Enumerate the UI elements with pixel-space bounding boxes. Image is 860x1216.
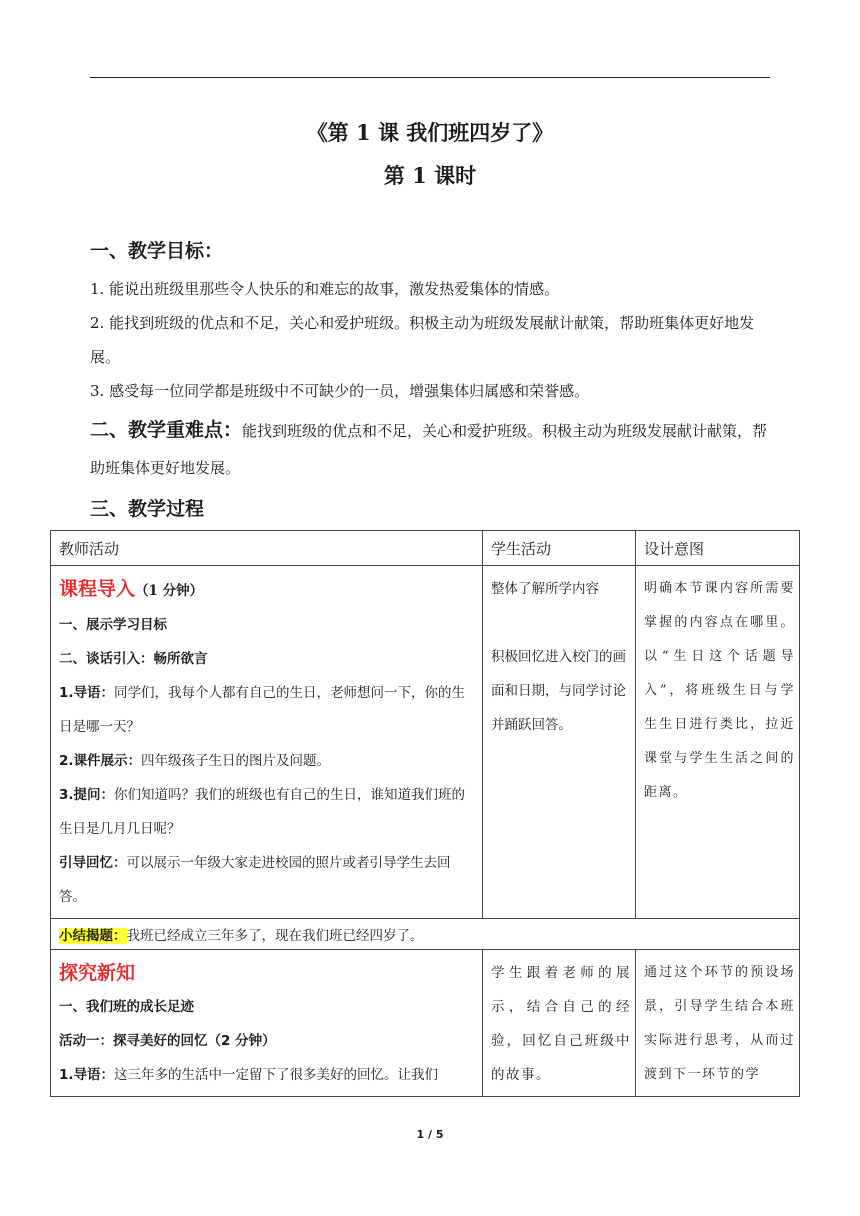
objectives-heading: 一、教学目标： bbox=[90, 240, 224, 262]
summary-cell bbox=[51, 919, 800, 950]
table-header-row bbox=[51, 531, 800, 566]
table-row-summary bbox=[51, 919, 800, 950]
intro-line-2: 二、谈话引入：畅所欲言 bbox=[59, 651, 208, 667]
lesson-title: 《第 1 课 我们班四岁了》 bbox=[306, 120, 554, 145]
intro-student-cell bbox=[483, 566, 636, 919]
summary-label: 小结揭题： bbox=[59, 928, 127, 944]
table-row-explore bbox=[51, 950, 800, 1097]
intro-item-1: 1.导语：同学们，我每个人都有自己的生日，老师想问一下，你的生日是哪一天？ bbox=[59, 685, 466, 735]
intro-time: （1 分钟） bbox=[135, 583, 204, 599]
explore-section-title: 探究新知 bbox=[59, 962, 136, 984]
explore-student: 学生跟着老师的展示，结合自己的经验，回忆自己班级中的故事。 bbox=[491, 965, 631, 1083]
explore-intent-cell bbox=[636, 950, 800, 1097]
intro-intent-cell bbox=[636, 566, 800, 919]
intro-item-2: 2.课件展示：四年级孩子生日的图片及问题。 bbox=[59, 753, 331, 769]
lesson-process-table bbox=[50, 530, 800, 1097]
header-intent: 设计意图 bbox=[636, 531, 800, 566]
intro-line-1: 一、展示学习目标 bbox=[59, 617, 167, 633]
process-heading: 三、教学过程 bbox=[90, 498, 205, 520]
explore-intent: 通过这个环节的预设场景，引导学生结合本班实际进行思考，从而过渡到下一环节的学 bbox=[644, 965, 795, 1082]
intro-intent: 明确本节课内容所需要掌握的内容点在哪里。以“生日这个话题导入”，将班级生日与学生生日进行类比，拉近课堂与学生生活之间的距离。 bbox=[644, 581, 795, 800]
intro-item-3: 3.提问：你们知道吗？我们的班级也有自己的生日，谁知道我们班的生日是几月几日呢？ bbox=[59, 787, 466, 837]
objective-2: 2. 能找到班级的优点和不足，关心和爱护班级。积极主动为班级发展献计献策，帮助班集体更好地发展。 bbox=[90, 314, 755, 366]
explore-item-1: 1.导语：这三年多的生活中一定留下了很多美好的回忆。让我们 bbox=[59, 1067, 439, 1083]
explore-student-cell bbox=[483, 950, 636, 1097]
explore-line-2: 活动一：探寻美好的回忆（2 分钟） bbox=[59, 1033, 276, 1049]
summary-text: 我班已经成立三年多了，现在我们班已经四岁了。 bbox=[126, 928, 424, 944]
lesson-subtitle: 第 1 课时 bbox=[383, 163, 477, 188]
header-student: 学生活动 bbox=[483, 531, 636, 566]
objective-1: 1. 能说出班级里那些令人快乐的和难忘的故事，激发热爱集体的情感。 bbox=[90, 280, 560, 298]
key-points-text: 能找到班级的优点和不足，关心和爱护班级。积极主动为班级发展献计献策，帮助班集体更好地发展。 bbox=[90, 422, 768, 477]
header-teacher: 教师活动 bbox=[51, 531, 483, 566]
explore-line-1: 一、我们班的成长足迹 bbox=[59, 999, 194, 1015]
intro-teacher-cell bbox=[51, 566, 483, 919]
key-points-paragraph bbox=[90, 412, 774, 487]
table-row-intro bbox=[51, 566, 800, 919]
intro-item-4: 引导回忆：可以展示一年级大家走进校园的照片或者引导学生去回答。 bbox=[59, 855, 451, 905]
intro-section-title: 课程导入 bbox=[59, 578, 136, 600]
intro-student-2: 积极回忆进入校门的画面和日期，与同学讨论并踊跃回答。 bbox=[491, 649, 626, 733]
objective-3: 3. 感受每一位同学都是班级中不可缺少的一员，增强集体归属感和荣誉感。 bbox=[90, 382, 590, 400]
explore-teacher-cell bbox=[51, 950, 483, 1097]
key-points-heading: 二、教学重难点： bbox=[90, 419, 243, 441]
header-rule bbox=[90, 77, 770, 78]
page-number: 1 / 5 bbox=[416, 1128, 444, 1141]
intro-student-1: 整体了解所学内容 bbox=[491, 581, 599, 597]
